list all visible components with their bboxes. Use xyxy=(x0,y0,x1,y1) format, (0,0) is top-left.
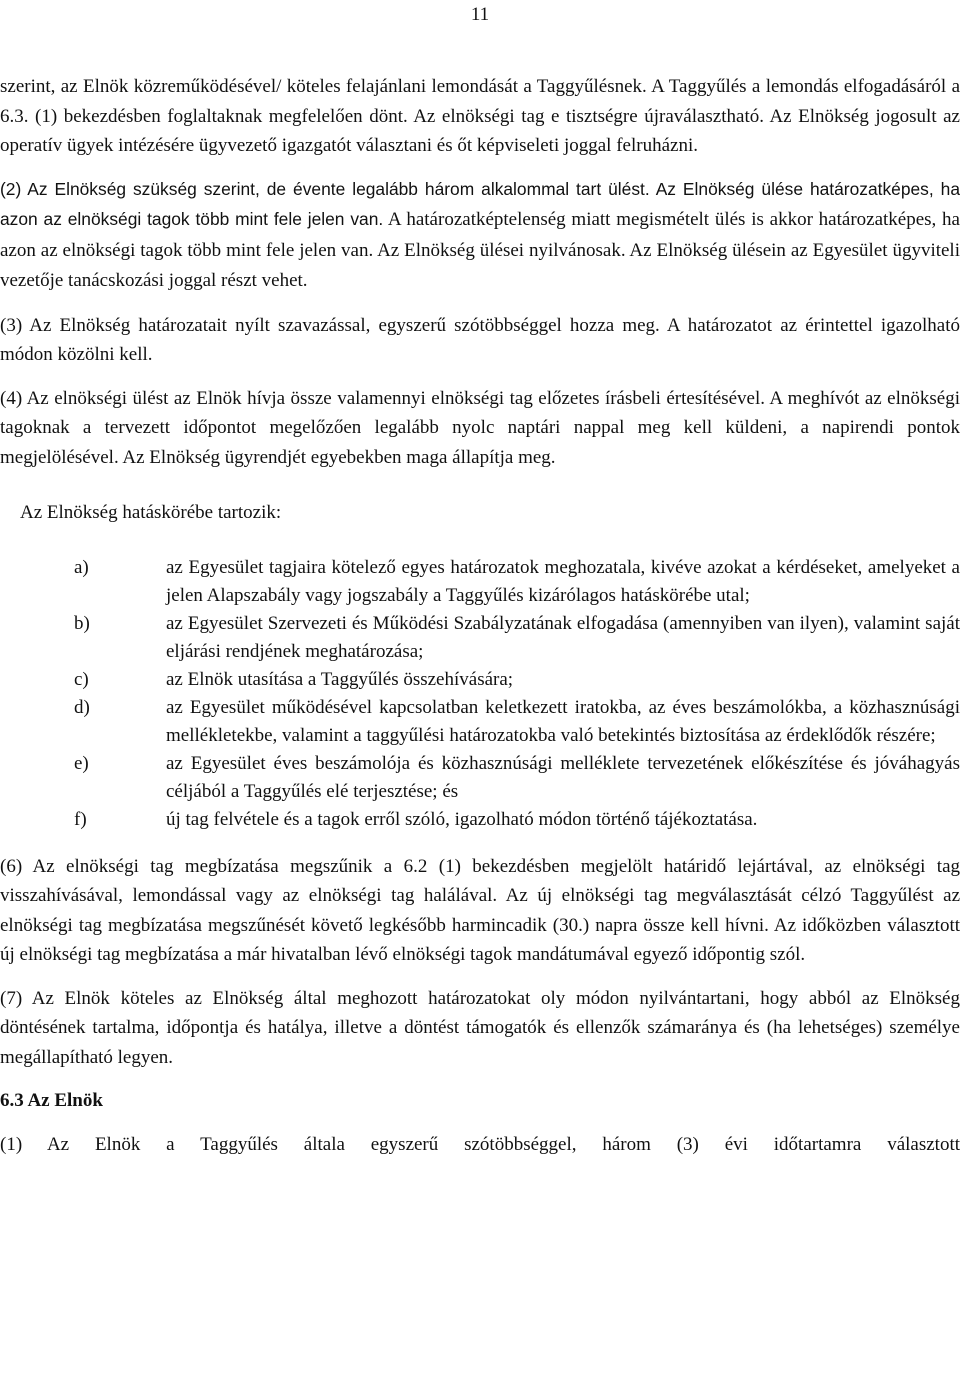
list-item-label: b) xyxy=(74,612,90,634)
list-item-text: az Elnök utasítása a Taggyűlés összehívására; xyxy=(166,668,514,690)
page-number: 11 xyxy=(470,4,490,25)
list-item-text: az Egyesület Szervezeti és Működési Szabályzatának elfogadása (amennyiben van ilyen), valamint saját eljárási rendjének meghatározása; xyxy=(166,612,960,662)
list-item-label: f) xyxy=(74,808,87,830)
list-item-label: e) xyxy=(74,752,89,774)
list-item-text: az Egyesület tagjaira kötelező egyes határozatok meghozatala, kivéve azokat a kérdéseket, amelyeket a jelen Alapszabály vagy jogszabály a Taggyűlés kizárólagos hatáskörébe utal; xyxy=(166,556,960,606)
competence-heading: Az Elnökség hatáskörébe tartozik: xyxy=(20,502,282,523)
list-item xyxy=(0,806,960,834)
list-item xyxy=(0,610,960,666)
paragraph-2-sans-part: (2) Az Elnökség szükség szerint, de évente legalább három alkalommal tart ülést. Az Elnökség ülése határozatképes, ha azon az elnökségi tagok több mint fele jelen van. xyxy=(0,178,960,229)
list-item-label: d) xyxy=(74,696,90,718)
paragraph-continuation: szerint, az Elnök közreműködésével/ köteles felajánlani lemondását a Taggyűlésnek. A Taggyűlés a lemondás elfogadásáról a 6.3. (1) bekezdésben foglaltaknak megfelelően dönt. Az elnökségi tag e tisztségre újraválasztható. Az Elnökség jogosult az operatív ügyek intézésére ügyvezető igazgatót választani és őt képviseleti joggal felruházni. xyxy=(0,76,960,156)
list-item xyxy=(0,554,960,610)
list-item-text: az Egyesület éves beszámolója és közhasznúsági melléklete tervezetének előkészítése és jóváhagyás céljából a Taggyűlés elé terjesztése; és xyxy=(166,752,960,802)
list-item-label: a) xyxy=(74,556,89,578)
list-item-text: új tag felvétele és a tagok erről szóló, igazolható módon történő tájékoztatása. xyxy=(166,808,758,830)
paragraph-4: (4) Az elnökségi ülést az Elnök hívja össze valamennyi elnökségi tag előzetes írásbeli értesítésével. A meghívót az elnökségi tagoknak a tervezett időpontot megelőzően legalább nyolc naptári nappal meg kell küldeni, a napirendi pontok megjelölésével. Az Elnökség ügyrendjét egyebekben maga állapítja meg. xyxy=(0,387,960,468)
paragraph-8: (1) Az Elnök a Taggyűlés általa egyszerű szótöbbséggel, három (3) évi időtartamra választott xyxy=(0,1133,960,1155)
paragraph-2 xyxy=(0,175,960,297)
section-heading: 6.3 Az Elnök xyxy=(0,1090,103,1111)
list-item xyxy=(0,750,960,806)
page-content xyxy=(0,72,960,1159)
paragraph-6: (6) Az elnökségi tag megbízatása megszűnik a 6.2 (1) bekezdésben megjelölt határidő lejártával, az elnökségi tag visszahívásával, lemondással vagy az elnökségi tag halálával. Az új elnökségi tag megválasztását célzó Taggyűlést az elnökségi tag megbízatása megszűnését követő legkésőbb harmincadik (30.) napra össze kell hívni. Az időközben választott új elnökségi tag megbízatása a már hivatalban lévő elnökségi tagok mandátumával egyező időpontig szól. xyxy=(0,855,960,965)
list-item xyxy=(0,694,960,750)
list-item xyxy=(0,666,960,694)
competence-list xyxy=(0,554,960,834)
paragraph-2-serif-part: A határozatképtelenség miatt megismételt ülés is akkor határozatképes, ha azon az elnökségi tagok több mint fele jelen van. Az Elnökség ülései nyilvánosak. Az Elnökség ülésein az Egyesület ügyviteli vezetője tanácskozási joggal részt vehet. xyxy=(0,209,960,291)
paragraph-7: (7) Az Elnök köteles az Elnökség által meghozott határozatokat oly módon nyilvántartani, hogy abból az Elnökség döntésének tartalma, időpontja és hatálya, illetve a döntést támogatók és ellenzők számaránya és (ha lehetséges) személye megállapítható legyen. xyxy=(0,987,960,1068)
list-item-label: c) xyxy=(74,668,89,690)
list-item-text: az Egyesület működésével kapcsolatban keletkezett iratokba, az éves beszámolókba, a közhasznúsági mellékletekbe, valamint a taggyűlési határozatokba való betekintés biztosítása az érdeklődők részére; xyxy=(166,696,960,746)
paragraph-3: (3) Az Elnökség határozatait nyílt szavazással, egyszerű szótöbbséggel hozza meg. A határozatot az érintettel igazolható módon közölni kell. xyxy=(0,314,960,365)
